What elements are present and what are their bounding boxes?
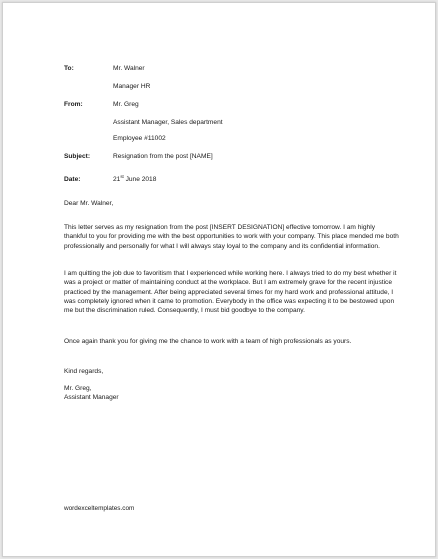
paragraph-2: I am quitting the job due to favoritism that I experienced while working here. I always tried to do my best whether it was a project or matter of maintaining conduct at the workplace. But I am extremely grave for the recent injustice practiced by the management. After being appreciated several times for my hard work and professional attitude, I was completely ignored when it came to promotion. Everybody in the office was expecting it to be bestowed upon me but the discrimination ruled. Consequently, I must bid goodbye to the company.	[64, 270, 397, 315]
from-name: Mr. Greg	[113, 101, 139, 108]
subject-value: Resignation from the post [NAME]	[113, 153, 213, 160]
date-label: Date:	[64, 176, 81, 183]
date-day: 21	[113, 176, 121, 183]
closing: Kind regards,	[64, 368, 104, 375]
date-suffix: st	[120, 173, 124, 179]
signature-title: Assistant Manager	[64, 394, 119, 401]
to-title: Manager HR	[113, 83, 151, 90]
to-name: Mr. Walner	[113, 65, 145, 72]
signature-name: Mr. Greg,	[64, 385, 92, 392]
subject-label: Subject:	[64, 153, 91, 160]
from-label: From:	[64, 101, 83, 108]
paragraph-1: This letter serves as my resignation from the post [INSERT DESIGNATION] effective tomorrow. I am highly thankful to you for providing me with the best opportunities to work with your company. This place mended me both professionally and personally for what I will always stay loyal to the company and its confidential information.	[64, 224, 399, 250]
date-rest: June 2018	[123, 176, 157, 183]
footer-website: wordexceltemplates.com	[64, 505, 135, 512]
from-title: Assistant Manager, Sales department	[113, 119, 223, 126]
paragraph-3: Once again thank you for giving me the chance to work with a team of high professionals as yours.	[64, 338, 352, 345]
letter-page	[2, 2, 436, 557]
date-value	[113, 175, 156, 184]
salutation: Dear Mr. Walner,	[64, 200, 114, 207]
to-label: To:	[64, 65, 74, 72]
from-employee-id: Employee #11002	[113, 135, 166, 142]
